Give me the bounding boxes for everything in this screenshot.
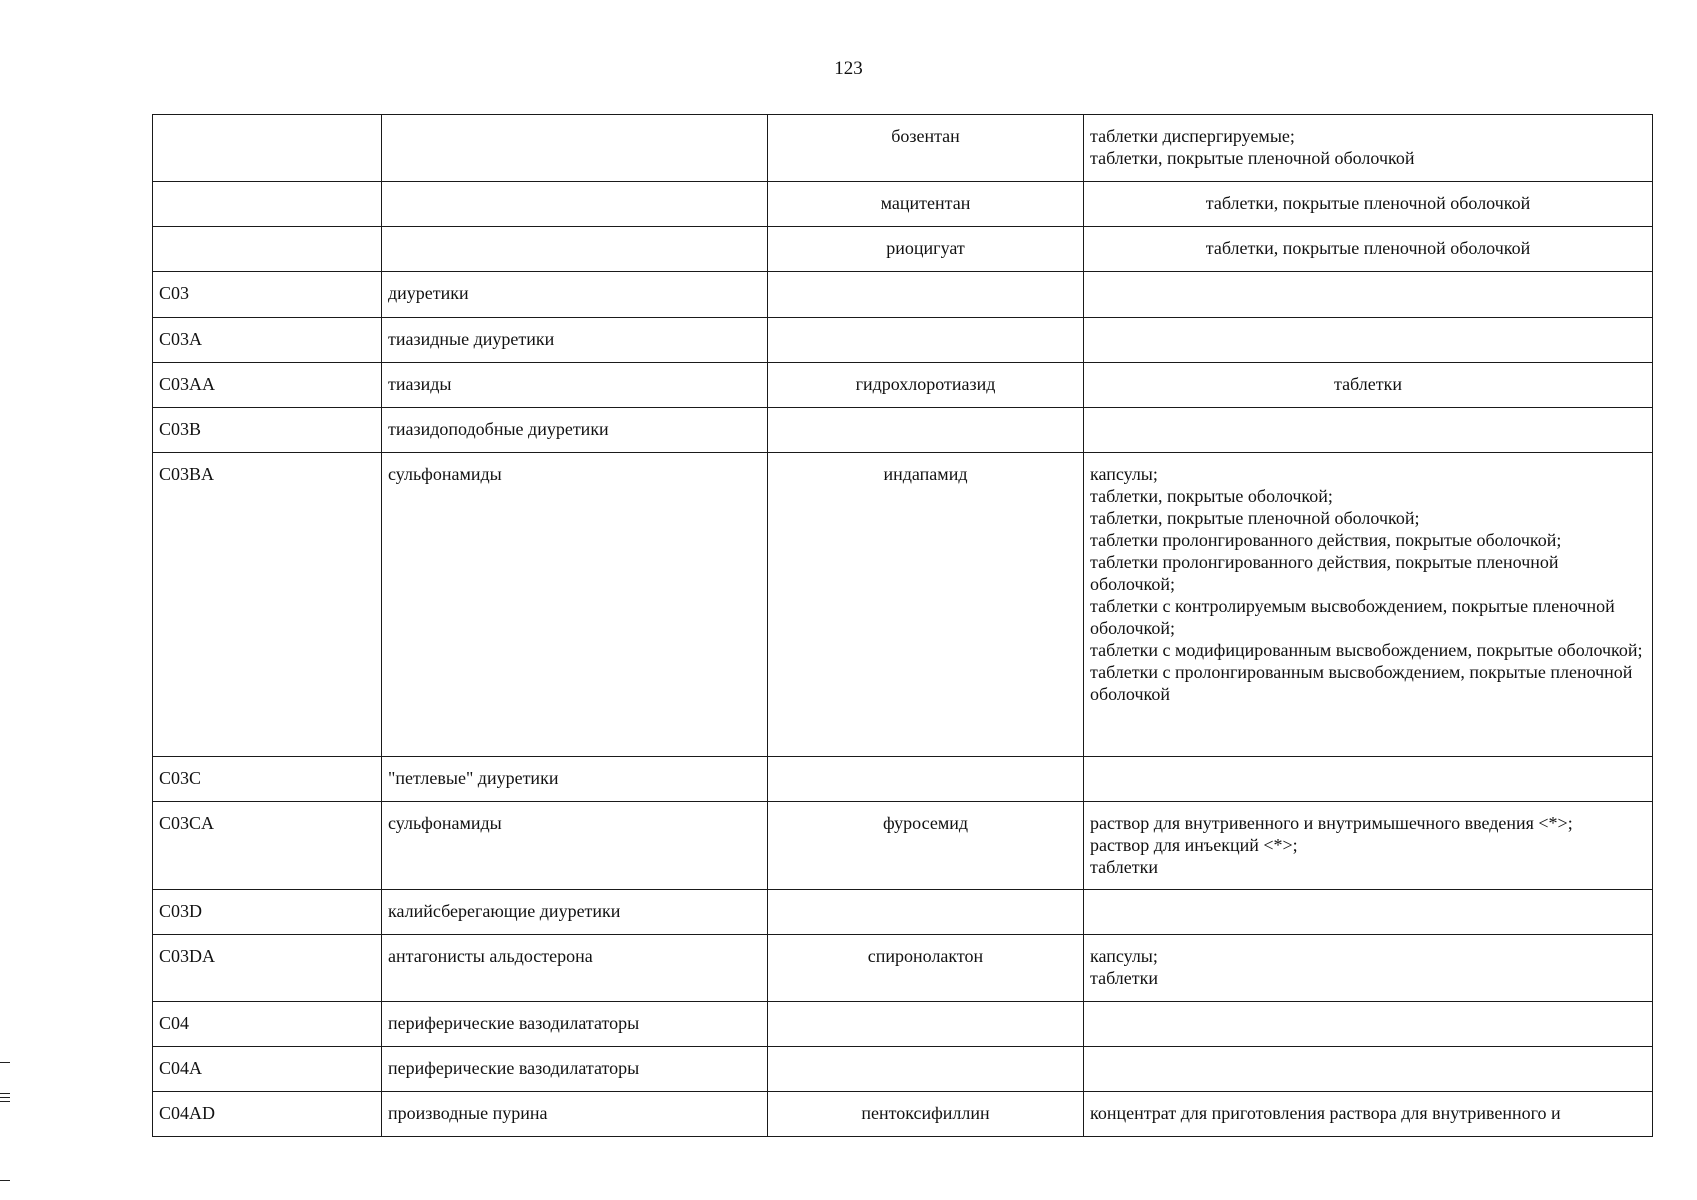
dosage-form-cell: [1084, 408, 1653, 453]
dosage-form-cell: таблетки, покрытые пленочной оболочкой: [1084, 182, 1653, 227]
table-row: [153, 453, 1653, 757]
atc-code-cell: C03B: [153, 408, 382, 453]
table-row: [153, 1002, 1653, 1047]
pharmacological-group-cell: антагонисты альдостерона: [382, 935, 768, 1002]
drug-name-cell: бозентан: [768, 115, 1084, 182]
atc-code-cell: C03A: [153, 318, 382, 363]
table-row: [153, 935, 1653, 1002]
table-row: [153, 227, 1653, 272]
table-row: [153, 890, 1653, 935]
table-row: [153, 272, 1653, 318]
dosage-form-cell: таблетки, покрытые пленочной оболочкой: [1084, 227, 1653, 272]
pharmacological-group-cell: периферические вазодилататоры: [382, 1002, 768, 1047]
drug-name-cell: [768, 1047, 1084, 1092]
table-row: [153, 182, 1653, 227]
atc-code-cell: C04AD: [153, 1092, 382, 1137]
drug-name-cell: [768, 1002, 1084, 1047]
margin-mark: [0, 1180, 10, 1181]
pharmacological-group-cell: диуретики: [382, 272, 768, 318]
table-row: [153, 408, 1653, 453]
atc-code-cell: C03DA: [153, 935, 382, 1002]
margin-mark: [0, 1101, 10, 1102]
drug-name-cell: мацитентан: [768, 182, 1084, 227]
drug-name-cell: [768, 890, 1084, 935]
dosage-form-cell: [1084, 1002, 1653, 1047]
dosage-form-cell: [1084, 1047, 1653, 1092]
atc-code-cell: C03: [153, 272, 382, 318]
atc-code-cell: C03BA: [153, 453, 382, 757]
dosage-form-cell: капсулы; таблетки, покрытые оболочкой; таблетки, покрытые пленочной оболочкой; таблетки пролонгированного действия, покрытые оболочкой; таблетки пролонгированного действия, покрытые пленочной оболочкой; таблетки с контролируемым высвобождением, покрытые пленочной оболочкой; таблетки с модифицированным высвобождением, покрытые оболочкой; таблетки с пролонгированным высвобождением, покрытые пленочной оболочкой: [1084, 453, 1653, 757]
atc-code-cell: [153, 115, 382, 182]
table-row: [153, 1092, 1653, 1137]
margin-mark: [0, 1097, 10, 1098]
dosage-form-cell: [1084, 890, 1653, 935]
table-row: [153, 318, 1653, 363]
table-row: [153, 363, 1653, 408]
drug-name-cell: [768, 318, 1084, 363]
pharmacological-group-cell: калийсберегающие диуретики: [382, 890, 768, 935]
dosage-form-cell: концентрат для приготовления раствора для внутривенного и: [1084, 1092, 1653, 1137]
dosage-form-cell: капсулы; таблетки: [1084, 935, 1653, 1002]
atc-code-cell: C04A: [153, 1047, 382, 1092]
drug-name-cell: риоцигуат: [768, 227, 1084, 272]
pharmacological-group-cell: "петлевые" диуретики: [382, 757, 768, 802]
table-body: [153, 115, 1653, 1137]
atc-code-cell: C03C: [153, 757, 382, 802]
atc-code-cell: C03CA: [153, 802, 382, 890]
atc-code-cell: C04: [153, 1002, 382, 1047]
margin-mark: [0, 1093, 10, 1094]
dosage-form-cell: таблетки: [1084, 363, 1653, 408]
pharmacological-group-cell: [382, 115, 768, 182]
atc-code-cell: C03AA: [153, 363, 382, 408]
drug-name-cell: [768, 757, 1084, 802]
pharmacological-group-cell: сульфонамиды: [382, 802, 768, 890]
drug-name-cell: гидрохлоротиазид: [768, 363, 1084, 408]
drug-name-cell: спиронолактон: [768, 935, 1084, 1002]
dosage-form-cell: [1084, 757, 1653, 802]
table-row: [153, 1047, 1653, 1092]
page-number: 123: [834, 58, 863, 79]
dosage-form-cell: раствор для внутривенного и внутримышечного введения <*>; раствор для инъекций <*>; таблетки: [1084, 802, 1653, 890]
pharmacological-group-cell: тиазиды: [382, 363, 768, 408]
table-row: [153, 802, 1653, 890]
drug-name-cell: [768, 408, 1084, 453]
drug-table: [152, 114, 1653, 1137]
pharmacological-group-cell: [382, 227, 768, 272]
pharmacological-group-cell: тиазидные диуретики: [382, 318, 768, 363]
atc-code-cell: C03D: [153, 890, 382, 935]
pharmacological-group-cell: тиазидоподобные диуретики: [382, 408, 768, 453]
drug-name-cell: пентоксифиллин: [768, 1092, 1084, 1137]
drug-name-cell: индапамид: [768, 453, 1084, 757]
table-row: [153, 115, 1653, 182]
drug-name-cell: фуросемид: [768, 802, 1084, 890]
pharmacological-group-cell: производные пурина: [382, 1092, 768, 1137]
dosage-form-cell: таблетки диспергируемые; таблетки, покрытые пленочной оболочкой: [1084, 115, 1653, 182]
pharmacological-group-cell: [382, 182, 768, 227]
atc-code-cell: [153, 227, 382, 272]
margin-mark: [0, 1062, 10, 1063]
dosage-form-cell: [1084, 272, 1653, 318]
table-row: [153, 757, 1653, 802]
drug-name-cell: [768, 272, 1084, 318]
atc-code-cell: [153, 182, 382, 227]
dosage-form-cell: [1084, 318, 1653, 363]
pharmacological-group-cell: периферические вазодилататоры: [382, 1047, 768, 1092]
pharmacological-group-cell: сульфонамиды: [382, 453, 768, 757]
